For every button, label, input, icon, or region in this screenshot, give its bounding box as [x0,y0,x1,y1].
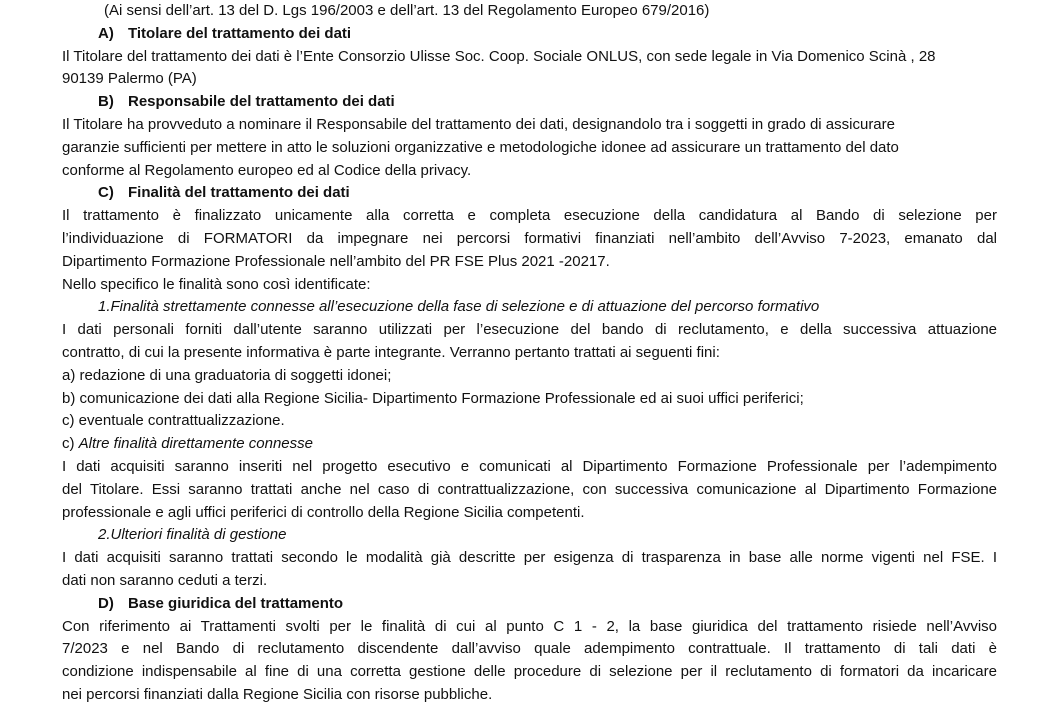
subsection-c-title: Altre finalità direttamente connesse [78,435,313,453]
subsection-2-title: Ulteriori finalità di gestione [110,526,287,544]
section-d-line: nei percorsi finanziati dalla Regione Sicilia con risorse pubbliche. [62,685,493,703]
subsection-c-heading [62,433,997,456]
subsection-1-line: contratto, di cui la presente informativa è parte integrante. Verranno pertanto trattati ai seguenti fini: [62,343,720,361]
subsection-2-line: dati non saranno ceduti a terzi. [62,571,268,589]
subsection-2-heading [62,524,997,547]
subsection-2-line: I dati acquisiti saranno trattati secondo le modalità già descritte per esigenza di trasparenza in base alle norme vigenti nel FSE. I [62,549,997,567]
section-a-heading [62,23,997,46]
subsection-1-list-item: b) comunicazione dei dati alla Regione Sicilia- Dipartimento Formazione Professionale ed ai suoi uffici periferici; [62,389,804,407]
section-a-title: Titolare del trattamento dei dati [128,24,352,42]
section-c-heading [62,182,997,205]
section-c-line: Il trattamento è finalizzato unicamente alla corretta e completa esecuzione della candidatura al Bando di selezione per [62,207,997,225]
section-b-heading [62,91,997,114]
section-b-line: conforme al Regolamento europeo ed al Codice della privacy. [62,161,472,179]
section-b-title: Responsabile del trattamento dei dati [128,93,395,111]
section-a-line: 90139 Palermo (PA) [62,70,197,88]
intro-line: (Ai sensi dell’art. 13 del D. Lgs 196/2003 e dell’art. 13 del Regolamento Europeo 679/2016) [104,2,710,19]
section-d-heading [62,593,997,616]
section-d-line: 7/2023 e nel Bando di reclutamento discendente dall’avviso quale adempimento contrattuale. Il trattamento di tali dati è [62,640,997,658]
section-c-line: l’individuazione di FORMATORI da impegnare nei percorsi formativi finanziati nell’ambito dell’Avviso 7-2023, emanato dal [62,229,997,247]
subsection-1-title: Finalità strettamente connesse all’esecuzione della fase di selezione e di attuazione del percorso formativo [110,298,820,316]
subsection-1-list-item: a) redazione di una graduatoria di soggetti idonei; [62,366,392,384]
section-c-title: Finalità del trattamento dei dati [128,184,350,202]
section-d-marker: D) [98,594,114,612]
subsection-1-list-item: c) eventuale contrattualizzazione. [62,412,285,430]
subsection-c-marker: c) [62,435,75,453]
subsection-1-line: I dati personali forniti dall’utente saranno utilizzati per l’esecuzione del bando di reclutamento, e della successiva attuazione [62,321,997,339]
section-b-marker: B) [98,93,114,111]
section-d-line: condizione indispensabile al fine di una corretta gestione delle procedure di selezione per il reclutamento di formatori da incaricare [62,663,997,681]
subsection-c-line: del Titolare. Essi saranno trattati anche nel caso di contrattualizzazione, con successiva comunicazione al Dipartimento Formazione [62,480,997,498]
section-a-marker: A) [98,24,114,42]
subsection-1-marker: 1. [98,298,111,316]
section-d-title: Base giuridica del trattamento [128,594,344,612]
subsection-1-heading [62,296,997,319]
section-b-line: garanzie sufficienti per mettere in atto le soluzioni organizzative e metodologiche idonee ad assicurare un trattamento del dato [62,138,899,156]
section-c-line: Nello specifico le finalità sono così identificate: [62,275,371,293]
subsection-c-line: professionale e agli uffici periferici di controllo della Regione Sicilia competenti. [62,503,585,521]
subsection-c-line: I dati acquisiti saranno inseriti nel progetto esecutivo e comunicati al Dipartimento Formazione Professionale per l’adempimento [62,457,997,475]
section-c-marker: C) [98,184,114,202]
section-c-line: Dipartimento Formazione Professionale nell’ambito del PR FSE Plus 2021 -20217. [62,252,610,270]
document-page [62,0,997,707]
section-b-line: Il Titolare ha provveduto a nominare il Responsabile del trattamento dei dati, designandolo tra i soggetti in grado di assicurare [62,115,895,133]
subsection-2-marker: 2. [98,526,111,544]
section-d-line: Con riferimento ai Trattamenti svolti per le finalità di cui al punto C 1 - 2, la base giuridica del trattamento risiede nell’Avviso [62,617,997,635]
section-a-line: Il Titolare del trattamento dei dati è l’Ente Consorzio Ulisse Soc. Coop. Sociale ONLUS, con sede legale in Via Domenico Scinà , 28 [62,47,936,65]
